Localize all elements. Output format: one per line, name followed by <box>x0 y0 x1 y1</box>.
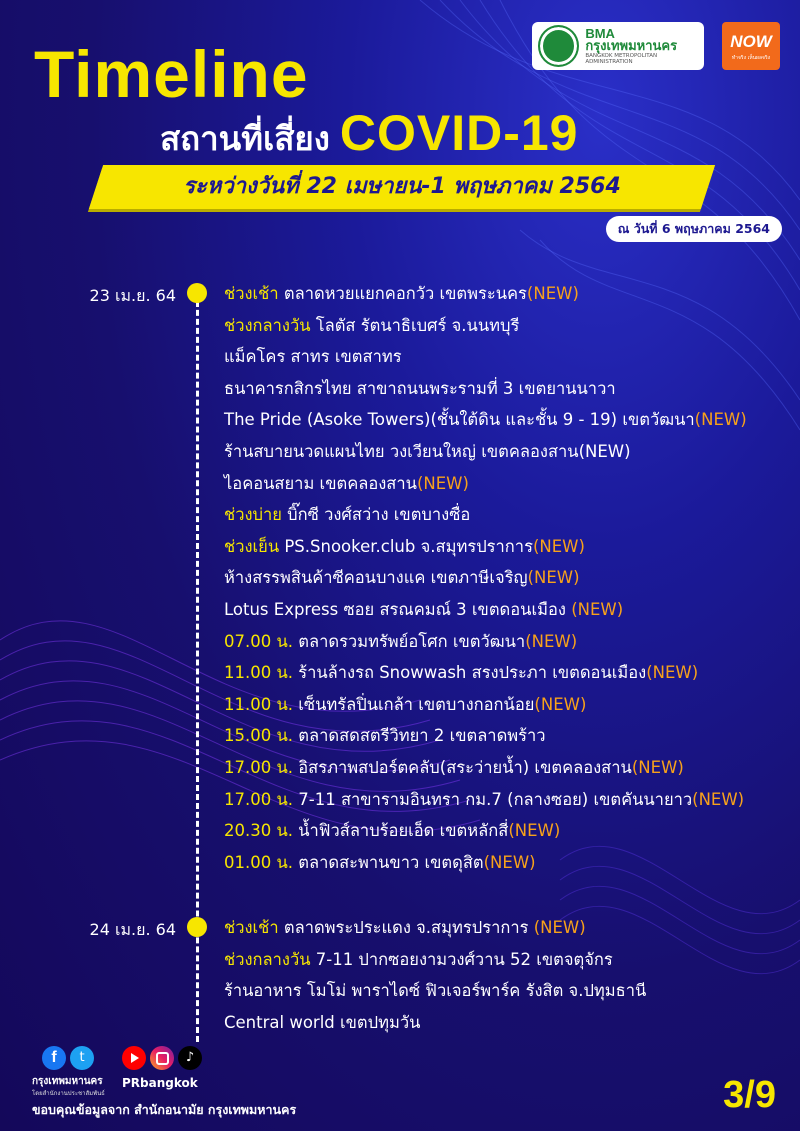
new-tag: (NEW) <box>508 821 561 841</box>
location-text: ร้านสบายนวดแผนไทย วงเวียนใหญ่ เขตคลองสาน(NEW) <box>224 442 631 461</box>
time-prefix: 11.00 น. <box>224 663 294 683</box>
new-tag: (NEW) <box>646 663 699 683</box>
timeline-item <box>224 281 579 307</box>
timeline-item <box>224 344 402 370</box>
time-prefix: 20.30 น. <box>224 821 294 841</box>
bma-logo-line2: กรุงเทพมหานคร <box>585 39 678 55</box>
timeline-item <box>224 915 586 941</box>
timeline-item <box>224 629 577 655</box>
time-prefix: ช่วงกลางวัน <box>224 949 311 969</box>
location-text: เซ็นทรัลปิ่นเกล้า เขตบางกอกน้อย <box>293 694 535 714</box>
time-prefix: 11.00 น. <box>224 694 294 714</box>
location-text: Lotus Express ซอย สรณคมณ์ 3 เขตดอนเมือง <box>224 600 572 619</box>
location-text: ร้านอาหาร โมโม่ พาราไดซ์ ฟิวเจอร์พาร์ค รังสิต จ.ปทุมธานี <box>224 981 647 1001</box>
location-text: ห้างสรรพสินค้าซีคอนบางแค เขตภาษีเจริญ <box>224 568 528 588</box>
time-prefix: 17.00 น. <box>224 758 294 777</box>
location-text: ตลาดสดสตรีวิทยา 2 เขตลาดพร้าว <box>293 726 546 746</box>
as-of-badge: ณ วันที่ 6 พฤษภาคม 2564 <box>606 216 782 242</box>
location-text: 7-11 ปากซอยงามวงศ์วาน 52 เขตจตุจักร <box>310 949 613 969</box>
location-text: อิสรภาพสปอร์ตคลับ(สระว่ายน้ำ) เขตคลองสาน <box>293 758 632 777</box>
timeline-dot-1 <box>187 283 207 303</box>
timeline-date-1: 23 เม.ย. 64 <box>89 286 176 305</box>
timeline-item <box>224 471 469 497</box>
social-label-bma: กรุงเทพมหานคร <box>32 1076 103 1087</box>
timeline-item <box>224 818 560 844</box>
timeline-date-2: 24 เม.ย. 64 <box>89 920 176 939</box>
bma-seal-icon <box>538 25 579 67</box>
now-logo <box>722 22 780 70</box>
time-prefix: ช่วงเช้า <box>224 284 279 303</box>
time-prefix: 17.00 น. <box>224 789 294 809</box>
location-text: บิ๊กซี วงศ์สว่าง เขตบางซื่อ <box>281 505 471 525</box>
timeline-item <box>224 660 698 686</box>
instagram-icon[interactable] <box>150 1046 174 1070</box>
facebook-icon[interactable]: f <box>42 1046 66 1070</box>
location-text: ตลาดรวมทรัพย์อโศก เขตวัฒนา <box>293 631 526 651</box>
bma-logo-line1: BMA <box>585 25 615 41</box>
new-tag: (NEW) <box>692 789 745 809</box>
new-tag: (NEW) <box>532 536 585 556</box>
timeline-item <box>224 787 744 813</box>
new-tag: (NEW) <box>534 694 587 714</box>
timeline-item <box>224 978 646 1004</box>
social-sub-bma: โดยสำนักงานประชาสัมพันธ์ <box>32 1090 105 1097</box>
location-text: ธนาคารกสิกรไทย สาขาถนนพระรามที่ 3 เขตยานนาวา <box>224 378 616 398</box>
location-text: น้ำฟิวส์ลาบร้อยเอ็ด เขตหลักสี่ <box>293 821 509 841</box>
timeline-item <box>224 502 470 528</box>
location-text: โลตัส รัตนาธิเบศร์ จ.นนทบุรี <box>310 315 520 335</box>
timeline-item <box>224 313 519 339</box>
date-range: ระหว่างวันที่ 22 เมษายน-1 พฤษภาคม 2564 <box>183 174 621 199</box>
new-tag: (NEW) <box>571 600 624 619</box>
timeline-item <box>224 755 684 781</box>
new-tag: (NEW) <box>527 568 580 588</box>
location-text: ไอคอนสยาม เขตคลองสาน <box>224 473 417 493</box>
timeline-item <box>224 692 586 718</box>
timeline-item <box>224 723 546 749</box>
timeline-item <box>224 376 616 402</box>
timeline-item <box>224 1010 420 1036</box>
new-tag: (NEW) <box>533 918 586 937</box>
location-text: ร้านล้างรถ Snowwash สรงประภา เขตดอนเมือง <box>293 663 647 683</box>
page-number: 3/9 <box>723 1074 776 1116</box>
new-tag: (NEW) <box>483 852 536 872</box>
timeline-item <box>224 439 631 465</box>
timeline-item <box>224 850 536 876</box>
tiktok-icon[interactable]: ♪ <box>178 1046 202 1070</box>
timeline-item <box>224 534 585 560</box>
bma-logo-line3: BANGKOK METROPOLITAN ADMINISTRATION <box>585 52 658 65</box>
time-prefix: ช่วงกลางวัน <box>224 315 311 335</box>
bma-logo <box>532 22 704 70</box>
time-prefix: 15.00 น. <box>224 726 294 746</box>
time-prefix: ช่วงบ่าย <box>224 505 282 525</box>
subtitle <box>160 104 578 165</box>
social-label-prbangkok: PRbangkok <box>122 1076 198 1090</box>
timeline-item <box>224 597 623 623</box>
timeline-item <box>224 407 747 433</box>
location-text: แม็คโคร สาทร เขตสาทร <box>224 347 402 367</box>
new-tag: (NEW) <box>631 758 684 777</box>
location-text: Central world เขตปทุมวัน <box>224 1012 421 1032</box>
time-prefix: ช่วงเย็น <box>224 536 280 556</box>
youtube-icon[interactable] <box>122 1046 146 1070</box>
page-title: Timeline <box>34 37 309 111</box>
new-tag: (NEW) <box>526 284 579 303</box>
twitter-icon[interactable]: t <box>70 1046 94 1070</box>
now-logo-sub: ทำจริง เห็นผลจริง <box>731 55 771 61</box>
time-prefix: ช่วงเช้า <box>224 918 279 937</box>
location-text: PS.Snooker.club จ.สมุทรปราการ <box>279 536 533 556</box>
timeline-item <box>224 565 580 591</box>
credit-text: ขอบคุณข้อมูลจาก สำนักอนามัย กรุงเทพมหานคร <box>32 1102 297 1117</box>
subtitle-thai: สถานที่เสี่ยง <box>160 119 330 158</box>
location-text: 7-11 สาขารามอินทรา กม.7 (กลางซอย) เขตคันนายาว <box>293 789 693 809</box>
timeline-item <box>224 947 613 973</box>
subtitle-covid: COVID-19 <box>339 105 579 161</box>
new-tag: (NEW) <box>694 410 747 430</box>
new-tag: (NEW) <box>416 473 469 493</box>
location-text: ตลาดสะพานขาว เขตดุสิต <box>293 852 484 872</box>
new-tag: (NEW) <box>525 631 578 651</box>
location-text: ตลาดพระประแดง จ.สมุทรปราการ <box>278 918 534 937</box>
time-prefix: 01.00 น. <box>224 852 294 872</box>
time-prefix: 07.00 น. <box>224 631 294 651</box>
now-logo-text: NOW <box>730 32 772 51</box>
timeline-dot-2 <box>187 917 207 937</box>
location-text: The Pride (Asoke Towers)(ชั้นใต้ดิน และชั้น 9 - 19) เขตวัฒนา <box>224 410 695 430</box>
location-text: ตลาดหวยแยกคอกวัว เขตพระนคร <box>278 284 527 303</box>
